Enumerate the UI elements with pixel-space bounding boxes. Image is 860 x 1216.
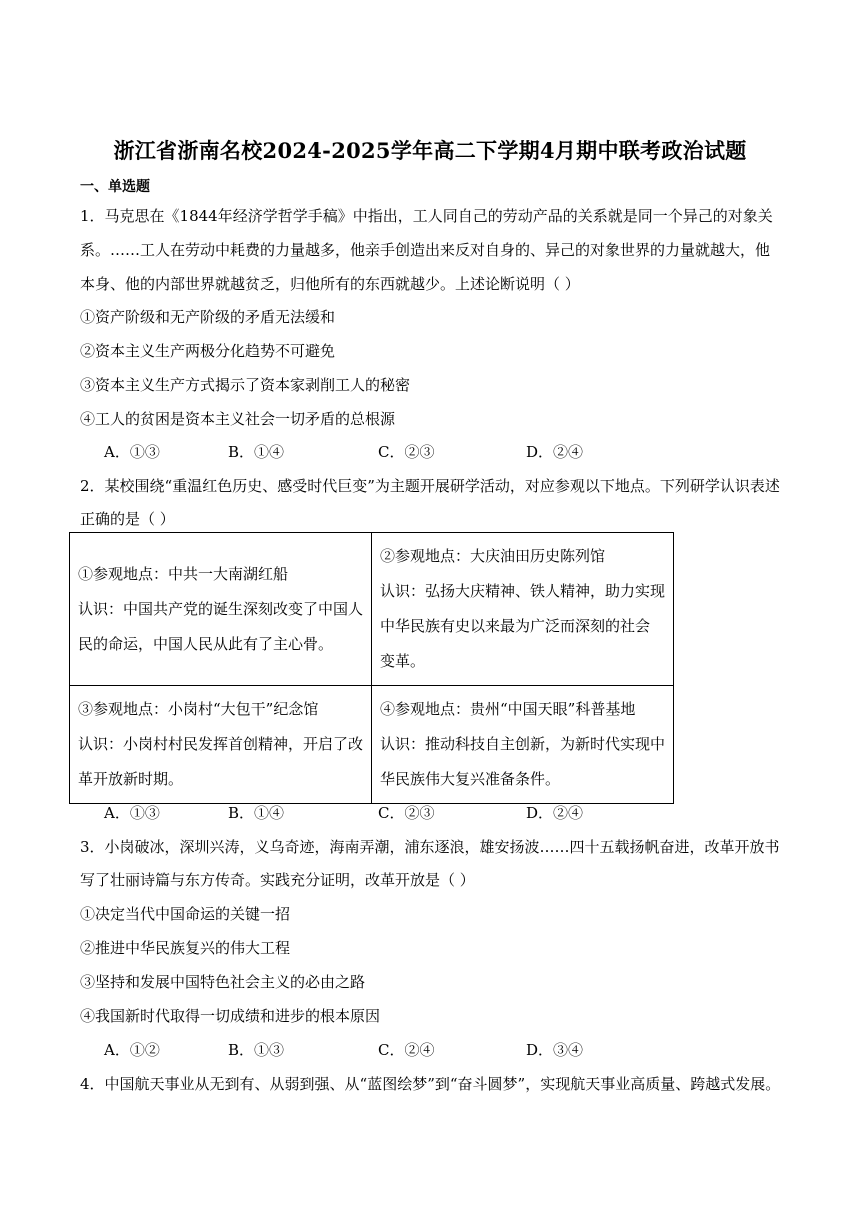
cell-line: 认识：小岗村村民发挥首创精神，开启了改 bbox=[78, 735, 364, 753]
q3-item: ④我国新时代取得一切成绩和进步的根本原因 bbox=[80, 1007, 381, 1025]
cell-line: 认识：中国共产党的诞生深刻改变了中国人 bbox=[78, 599, 364, 618]
q1-option-c[interactable]: C．②③ bbox=[378, 443, 435, 461]
cell-line: 认识：弘扬大庆精神、铁人精神，助力实现 bbox=[380, 582, 666, 600]
q3-option-d[interactable]: D．③④ bbox=[526, 1041, 584, 1059]
q3-item: ②推进中华民族复兴的伟大工程 bbox=[80, 939, 291, 957]
q2-table bbox=[69, 532, 674, 804]
q3-option-c[interactable]: C．②④ bbox=[378, 1041, 435, 1059]
cell-line: ④参观地点：贵州“中国天眼”科普基地 bbox=[380, 700, 636, 718]
q2-table-cell bbox=[70, 533, 372, 686]
q1-stem-line: 系。……工人在劳动中耗费的力量越多，他亲手创造出来反对自身的、异己的对象世界的力量就越大，他 bbox=[80, 241, 771, 259]
q1-option-a[interactable]: A．①③ bbox=[104, 443, 160, 461]
q1-stem-line: 本身、他的内部世界就越贫乏，归他所有的东西就越少。上述论断说明（ ） bbox=[80, 275, 580, 293]
section-heading: 一、单选题 bbox=[80, 179, 150, 195]
q2-option-d[interactable]: D．②④ bbox=[526, 804, 584, 822]
q1-stem-line: 1．马克思在《1844年经济学哲学手稿》中指出，工人同自己的劳动产品的关系就是同一个异己的对象关 bbox=[80, 207, 773, 225]
q2-option-c[interactable]: C．②③ bbox=[378, 804, 435, 822]
cell-line: 民的命运，中国人民从此有了主心骨。 bbox=[78, 634, 334, 653]
cell-line: ③参观地点：小岗村“大包干”纪念馆 bbox=[78, 700, 319, 718]
q1-item: ④工人的贫困是资本主义社会一切矛盾的总根源 bbox=[80, 410, 396, 428]
q2-table-cell bbox=[70, 686, 372, 804]
q3-item: ①决定当代中国命运的关键一招 bbox=[80, 905, 291, 923]
q3-stem-line: 3．小岗破冰，深圳兴涛，义乌奇迹，海南弄潮，浦东逐浪，雄安扬波……四十五载扬帆奋进，改革开放书 bbox=[80, 838, 780, 856]
q1-item: ②资本主义生产两极分化趋势不可避免 bbox=[80, 342, 336, 360]
q2-option-b[interactable]: B．①④ bbox=[228, 804, 285, 822]
q3-option-a[interactable]: A．①② bbox=[104, 1041, 160, 1059]
cell-line: 认识：推动科技自主创新，为新时代实现中 bbox=[380, 735, 666, 753]
q3-stem-line: 写了壮丽诗篇与东方传奇。实践充分证明，改革开放是（ ） bbox=[80, 871, 475, 889]
cell-line: 华民族伟大复兴准备条件。 bbox=[380, 770, 561, 788]
q2-table-cell bbox=[372, 686, 674, 804]
q2-option-a[interactable]: A．①③ bbox=[104, 804, 160, 822]
q3-item: ③坚持和发展中国特色社会主义的必由之路 bbox=[80, 973, 366, 991]
q4-stem-line: 4．中国航天事业从无到有、从弱到强、从“蓝图绘梦”到“奋斗圆梦”，实现航天事业高质量、跨越式发展。 bbox=[80, 1075, 781, 1093]
cell-line: 中华民族有史以来最为广泛而深刻的社会 bbox=[380, 617, 651, 635]
cell-line: 革开放新时期。 bbox=[78, 770, 184, 788]
q1-option-d[interactable]: D．②④ bbox=[526, 443, 584, 461]
q2-stem-line: 2．某校围绕“重温红色历史、感受时代巨变”为主题开展研学活动，对应参观以下地点。下列研学认识表述 bbox=[80, 477, 780, 495]
cell-line: 变革。 bbox=[380, 652, 426, 670]
q1-option-b[interactable]: B．①④ bbox=[228, 443, 285, 461]
q3-option-b[interactable]: B．①③ bbox=[228, 1041, 285, 1059]
page-title: 浙江省浙南名校2024-2025学年高二下学期4月期中联考政治试题 bbox=[113, 138, 747, 163]
q1-item: ①资产阶级和无产阶级的矛盾无法缓和 bbox=[80, 308, 336, 326]
cell-line: ①参观地点：中共一大南湖红船 bbox=[78, 564, 289, 583]
q2-stem-line: 正确的是（ ） bbox=[80, 510, 175, 528]
cell-line: ②参观地点：大庆油田历史陈列馆 bbox=[380, 547, 606, 565]
q2-table-cell bbox=[372, 533, 674, 686]
q1-item: ③资本主义生产方式揭示了资本家剥削工人的秘密 bbox=[80, 376, 411, 394]
